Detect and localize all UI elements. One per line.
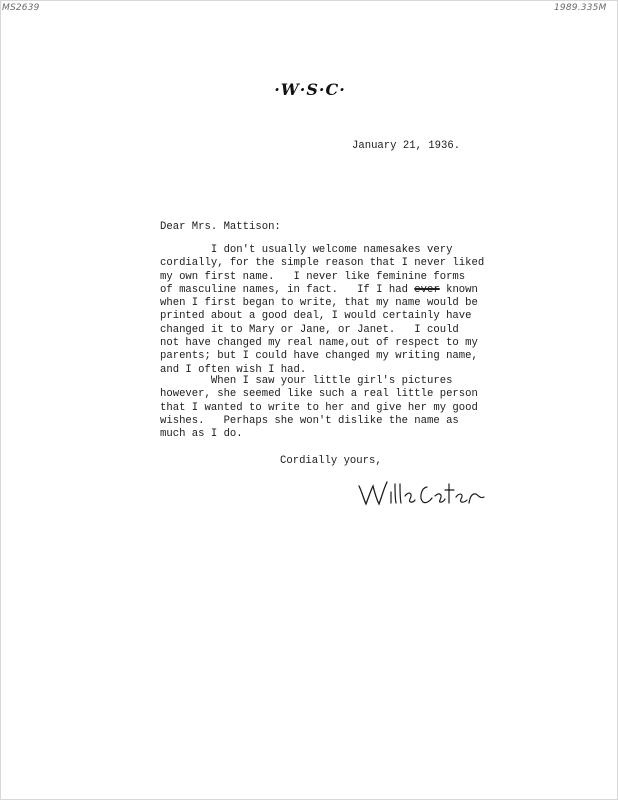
paragraph-line: printed about a good deal, I would certainly have (160, 310, 472, 323)
paragraph-line: when I first began to write, that my name would be (160, 297, 478, 310)
paragraph-line: cordially, for the simple reason that I never liked (160, 257, 485, 270)
paragraph-line: I don't usually welcome namesakes very (160, 244, 453, 256)
paragraph-line: wishes. Perhaps she won't dislike the name as (160, 414, 459, 427)
paragraph-line: and I often wish I had. (160, 363, 307, 376)
signature (357, 476, 489, 508)
paragraph-line: much as I do. (160, 428, 243, 441)
archive-reference-left: MS2639 (2, 3, 40, 13)
letter-paragraph-2 (160, 375, 478, 441)
paragraph-line: my own first name. I never like feminine forms (160, 270, 466, 283)
letter-closing: Cordially yours, (280, 455, 382, 467)
paragraph-line: parents; but I could have changed my writing name, (160, 350, 478, 363)
paragraph-line: When I saw your little girl's pictures (160, 375, 453, 387)
struck-word: ever (414, 283, 440, 296)
letter-paragraph-1 (160, 244, 484, 377)
paragraph-line: however, she seemed like such a real little person (160, 388, 478, 401)
paragraph-line: that I wanted to write to her and give her my good (160, 401, 478, 414)
letterhead-monogram: ·W·S·C· (274, 80, 346, 99)
paragraph-line: not have changed my real name,out of respect to my (160, 337, 478, 350)
paragraph-line: of masculine names, in fact. If I had (160, 283, 415, 296)
letter-date: January 21, 1936. (352, 140, 461, 152)
letter-salutation: Dear Mrs. Mattison: (160, 221, 281, 233)
archive-reference-right: 1989.335M (554, 3, 607, 13)
paragraph-line: changed it to Mary or Jane, or Janet. I could (160, 323, 459, 336)
paragraph-line: known (439, 283, 478, 296)
